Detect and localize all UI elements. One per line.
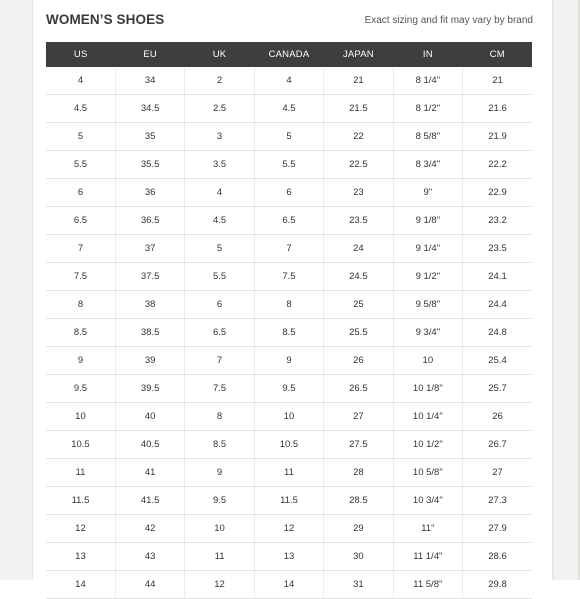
column-header-japan: JAPAN <box>324 42 393 67</box>
table-cell-cm: 23.5 <box>463 235 532 263</box>
table-cell-in: 10 <box>393 347 462 375</box>
table-cell-us: 7.5 <box>46 263 115 291</box>
table-cell-eu: 38 <box>115 291 184 319</box>
table-cell-uk: 2 <box>185 67 254 95</box>
table-cell-japan: 28 <box>324 459 393 487</box>
table-cell-cm: 24.8 <box>463 319 532 347</box>
table-cell-japan: 22.5 <box>324 151 393 179</box>
table-cell-cm: 21.6 <box>463 95 532 123</box>
table-cell-in: 10 1/4" <box>393 403 462 431</box>
table-cell-uk: 8.5 <box>185 431 254 459</box>
table-cell-us: 5 <box>46 123 115 151</box>
table-cell-uk: 11 <box>185 543 254 571</box>
table-row <box>46 347 532 375</box>
table-cell-japan: 27.5 <box>324 431 393 459</box>
header-row <box>46 42 532 67</box>
table-cell-in: 9" <box>393 179 462 207</box>
table-cell-japan: 23.5 <box>324 207 393 235</box>
table-row <box>46 543 532 571</box>
table-cell-uk: 7 <box>185 347 254 375</box>
table-cell-us: 14 <box>46 571 115 599</box>
table-cell-in: 10 3/4" <box>393 487 462 515</box>
table-cell-canada: 8 <box>254 291 323 319</box>
table-body <box>46 67 532 599</box>
column-header-eu: EU <box>115 42 184 67</box>
table-cell-us: 10.5 <box>46 431 115 459</box>
table-cell-uk: 5.5 <box>185 263 254 291</box>
column-header-us: US <box>46 42 115 67</box>
table-cell-canada: 12 <box>254 515 323 543</box>
table-cell-eu: 40.5 <box>115 431 184 459</box>
table-cell-uk: 3 <box>185 123 254 151</box>
table-cell-cm: 26 <box>463 403 532 431</box>
table-cell-uk: 9.5 <box>185 487 254 515</box>
table-row <box>46 515 532 543</box>
table-cell-japan: 31 <box>324 571 393 599</box>
table-cell-cm: 26.7 <box>463 431 532 459</box>
table-cell-eu: 36.5 <box>115 207 184 235</box>
table-cell-cm: 27 <box>463 459 532 487</box>
table-cell-in: 9 1/2" <box>393 263 462 291</box>
table-cell-canada: 10.5 <box>254 431 323 459</box>
table-cell-eu: 35.5 <box>115 151 184 179</box>
table-cell-in: 8 1/2" <box>393 95 462 123</box>
table-cell-cm: 21.9 <box>463 123 532 151</box>
table-cell-uk: 4.5 <box>185 207 254 235</box>
column-header-uk: UK <box>185 42 254 67</box>
table-cell-eu: 35 <box>115 123 184 151</box>
table-row <box>46 123 532 151</box>
table-cell-in: 10 1/2" <box>393 431 462 459</box>
table-cell-uk: 6 <box>185 291 254 319</box>
table-cell-uk: 7.5 <box>185 375 254 403</box>
table-cell-eu: 43 <box>115 543 184 571</box>
table-cell-eu: 42 <box>115 515 184 543</box>
table-cell-in: 11 1/4" <box>393 543 462 571</box>
table-cell-us: 9.5 <box>46 375 115 403</box>
table-cell-cm: 25.7 <box>463 375 532 403</box>
sizing-note: Exact sizing and fit may vary by brand <box>364 15 533 26</box>
table-cell-us: 8.5 <box>46 319 115 347</box>
table-header <box>46 42 532 67</box>
table-cell-cm: 27.9 <box>463 515 532 543</box>
table-cell-japan: 26 <box>324 347 393 375</box>
table-cell-uk: 10 <box>185 515 254 543</box>
table-cell-us: 9 <box>46 347 115 375</box>
table-cell-eu: 44 <box>115 571 184 599</box>
table-cell-us: 4.5 <box>46 95 115 123</box>
table-cell-eu: 40 <box>115 403 184 431</box>
table-cell-eu: 39 <box>115 347 184 375</box>
table-cell-canada: 9 <box>254 347 323 375</box>
table-cell-us: 7 <box>46 235 115 263</box>
table-cell-in: 11 5/8" <box>393 571 462 599</box>
table-cell-japan: 30 <box>324 543 393 571</box>
table-cell-cm: 23.2 <box>463 207 532 235</box>
table-cell-japan: 28.5 <box>324 487 393 515</box>
table-cell-canada: 7.5 <box>254 263 323 291</box>
table-cell-in: 8 1/4" <box>393 67 462 95</box>
table-cell-eu: 38.5 <box>115 319 184 347</box>
table-cell-canada: 10 <box>254 403 323 431</box>
table-cell-canada: 9.5 <box>254 375 323 403</box>
table-cell-canada: 13 <box>254 543 323 571</box>
table-cell-eu: 37.5 <box>115 263 184 291</box>
table-row <box>46 151 532 179</box>
table-cell-us: 13 <box>46 543 115 571</box>
table-row <box>46 375 532 403</box>
table-cell-canada: 5 <box>254 123 323 151</box>
table-row <box>46 403 532 431</box>
table-row <box>46 207 532 235</box>
table-cell-eu: 41 <box>115 459 184 487</box>
table-row <box>46 319 532 347</box>
table-row <box>46 487 532 515</box>
table-cell-in: 9 1/4" <box>393 235 462 263</box>
table-cell-eu: 37 <box>115 235 184 263</box>
table-cell-canada: 5.5 <box>254 151 323 179</box>
table-cell-us: 5.5 <box>46 151 115 179</box>
table-cell-cm: 24.1 <box>463 263 532 291</box>
table-cell-eu: 39.5 <box>115 375 184 403</box>
table-cell-us: 10 <box>46 403 115 431</box>
table-row <box>46 95 532 123</box>
table-cell-canada: 8.5 <box>254 319 323 347</box>
table-row <box>46 263 532 291</box>
table-cell-cm: 21 <box>463 67 532 95</box>
table-cell-japan: 24.5 <box>324 263 393 291</box>
table-cell-canada: 4 <box>254 67 323 95</box>
column-header-in: IN <box>393 42 462 67</box>
size-chart-card <box>32 0 553 590</box>
table-cell-us: 12 <box>46 515 115 543</box>
table-cell-japan: 21 <box>324 67 393 95</box>
table-cell-japan: 26.5 <box>324 375 393 403</box>
table-cell-cm: 22.2 <box>463 151 532 179</box>
table-cell-japan: 22 <box>324 123 393 151</box>
table-cell-cm: 28.6 <box>463 543 532 571</box>
table-cell-cm: 24.4 <box>463 291 532 319</box>
table-cell-japan: 27 <box>324 403 393 431</box>
table-cell-canada: 7 <box>254 235 323 263</box>
table-cell-uk: 2.5 <box>185 95 254 123</box>
table-row <box>46 179 532 207</box>
table-cell-us: 11 <box>46 459 115 487</box>
table-cell-canada: 6.5 <box>254 207 323 235</box>
table-row <box>46 235 532 263</box>
table-cell-cm: 22.9 <box>463 179 532 207</box>
table-cell-us: 6 <box>46 179 115 207</box>
table-cell-in: 9 5/8" <box>393 291 462 319</box>
table-cell-in: 9 1/8" <box>393 207 462 235</box>
table-cell-canada: 6 <box>254 179 323 207</box>
table-cell-eu: 41.5 <box>115 487 184 515</box>
table-cell-uk: 3.5 <box>185 151 254 179</box>
table-cell-japan: 25.5 <box>324 319 393 347</box>
table-cell-us: 11.5 <box>46 487 115 515</box>
size-table-container <box>46 42 532 599</box>
table-cell-eu: 34 <box>115 67 184 95</box>
table-cell-eu: 36 <box>115 179 184 207</box>
table-cell-uk: 8 <box>185 403 254 431</box>
table-cell-us: 6.5 <box>46 207 115 235</box>
table-cell-japan: 24 <box>324 235 393 263</box>
table-cell-canada: 11.5 <box>254 487 323 515</box>
column-header-cm: CM <box>463 42 532 67</box>
table-cell-canada: 4.5 <box>254 95 323 123</box>
table-cell-us: 4 <box>46 67 115 95</box>
table-row <box>46 291 532 319</box>
table-cell-in: 8 3/4" <box>393 151 462 179</box>
column-header-canada: CANADA <box>254 42 323 67</box>
table-cell-japan: 21.5 <box>324 95 393 123</box>
table-cell-uk: 9 <box>185 459 254 487</box>
table-cell-cm: 25.4 <box>463 347 532 375</box>
table-cell-cm: 29.8 <box>463 571 532 599</box>
table-row <box>46 571 532 599</box>
table-row <box>46 431 532 459</box>
table-cell-uk: 4 <box>185 179 254 207</box>
table-cell-uk: 6.5 <box>185 319 254 347</box>
table-cell-eu: 34.5 <box>115 95 184 123</box>
table-cell-in: 11" <box>393 515 462 543</box>
table-cell-in: 10 5/8" <box>393 459 462 487</box>
table-cell-cm: 27.3 <box>463 487 532 515</box>
size-table <box>46 42 532 599</box>
page-title: WOMEN’S SHOES <box>46 12 165 27</box>
table-row <box>46 67 532 95</box>
table-cell-in: 8 5/8" <box>393 123 462 151</box>
table-cell-canada: 11 <box>254 459 323 487</box>
table-cell-canada: 14 <box>254 571 323 599</box>
table-cell-uk: 12 <box>185 571 254 599</box>
table-cell-us: 8 <box>46 291 115 319</box>
table-cell-japan: 29 <box>324 515 393 543</box>
table-cell-in: 9 3/4" <box>393 319 462 347</box>
table-cell-japan: 23 <box>324 179 393 207</box>
table-cell-in: 10 1/8" <box>393 375 462 403</box>
table-cell-japan: 25 <box>324 291 393 319</box>
table-row <box>46 459 532 487</box>
table-cell-uk: 5 <box>185 235 254 263</box>
